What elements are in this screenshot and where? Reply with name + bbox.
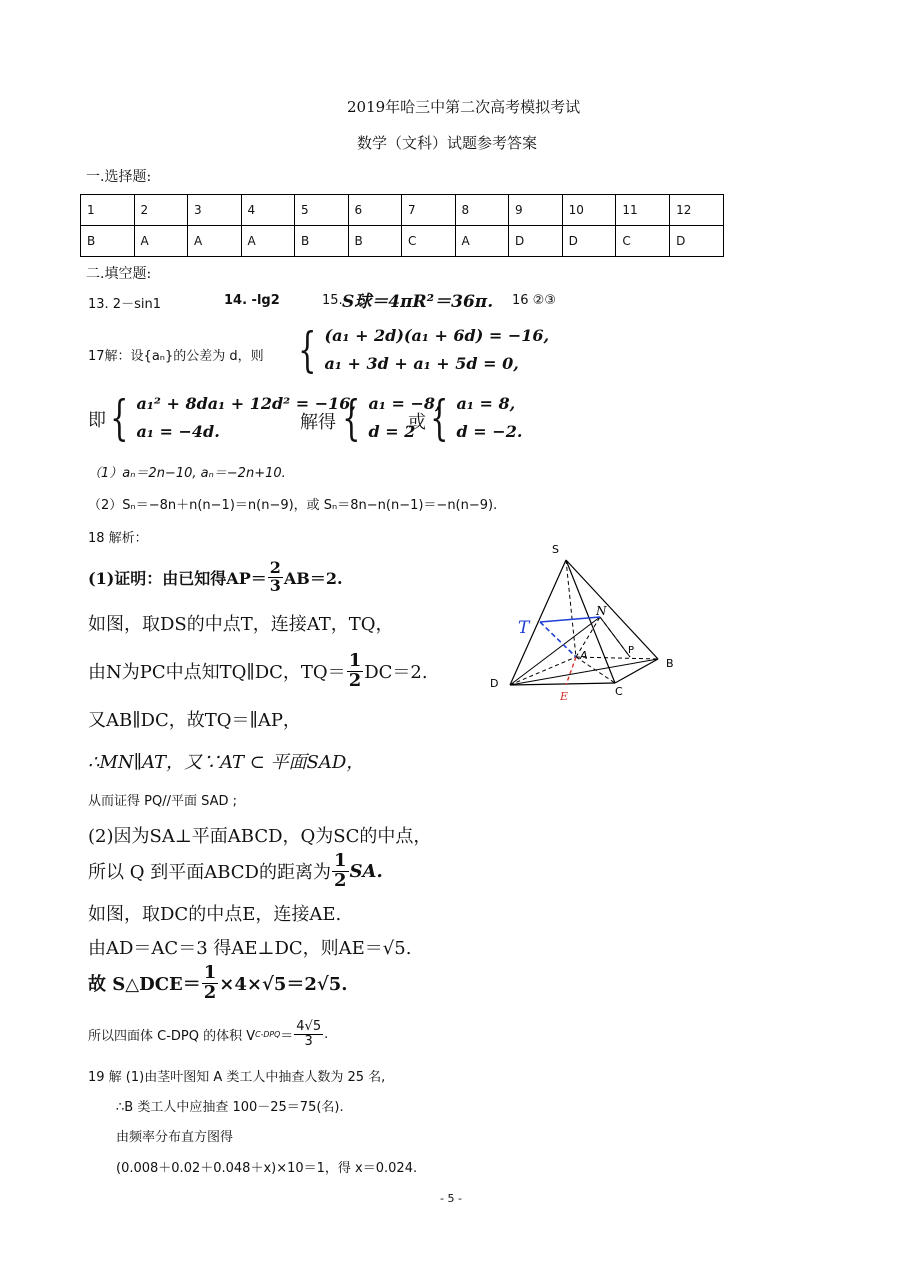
edge-da-hidden — [510, 657, 576, 685]
answer-number-cell: 12 — [670, 195, 724, 226]
fraction-numerator: 4√5 — [296, 1019, 322, 1034]
answer-number-cell: 5 — [295, 195, 349, 226]
q18-line-5: ∴MN∥AT，又∵AT ⊂ 平面SAD， — [88, 752, 365, 773]
q18-line-11 — [88, 964, 348, 1003]
section-choice-label: 一.选择题: — [86, 169, 152, 185]
q18-line-3-tail: DC＝2. — [364, 662, 428, 684]
answer-letter-cell: B — [81, 226, 135, 257]
label-d: D — [490, 677, 499, 690]
fraction-numerator: 1 — [333, 850, 347, 871]
fraction-denominator: 3 — [269, 575, 281, 595]
fraction-one-half — [202, 964, 219, 1003]
q17-ji: 即 — [88, 410, 106, 431]
q17-intro: 17解：设{aₙ}的公差为 d，则 — [88, 349, 264, 364]
fraction-numerator: 2 — [269, 558, 281, 577]
answer-letter-cell: A — [455, 226, 509, 257]
q18-line-12-tail: . — [324, 1026, 329, 1042]
answer-letter-cell: D — [509, 226, 563, 257]
q18-intro: 18 解析： — [88, 531, 148, 546]
q19-line-2: ∴B 类工人中应抽查 100－25＝75(名). — [116, 1100, 344, 1115]
fraction-volume — [294, 1020, 323, 1048]
answer-number-cell: 2 — [134, 195, 188, 226]
q18-line-12-text: 所以四面体 C-DPQ 的体积 V — [88, 1028, 256, 1044]
q19-line-3: 由频率分布直方图得 — [116, 1130, 234, 1145]
q17-system-2-line-1: a₁² + 8da₁ + 12d² = −16, — [136, 394, 356, 413]
q18-line-10: 由AD＝AC＝3 得AE⊥DC，则AE＝√5. — [88, 938, 412, 959]
q17-system-4: { a₁ = 8, d = −2. — [430, 390, 523, 446]
fraction-denominator: 2 — [333, 869, 347, 891]
label-a: A — [580, 649, 588, 662]
answer-14: 14. -lg2 — [224, 293, 280, 308]
answer-13: 13. 2－sin1 — [88, 297, 161, 312]
fraction-two-thirds — [268, 560, 283, 595]
answer-letter-cell: B — [295, 226, 349, 257]
answer-number-cell: 9 — [509, 195, 563, 226]
edge-ab-hidden — [576, 657, 658, 659]
answer-number-cell: 6 — [348, 195, 402, 226]
answer-letter-cell: C — [402, 226, 456, 257]
fraction-denominator: 2 — [348, 669, 362, 691]
doc-title: 2019年哈三中第二次高考模拟考试 — [347, 98, 581, 116]
label-c: C — [615, 685, 623, 698]
answer-letter-cell: D — [670, 226, 724, 257]
answer-16: 16 ②③ — [512, 293, 556, 308]
answer-15-expr: S球＝4πR²＝36π. — [342, 292, 494, 312]
edge-sb — [566, 560, 658, 659]
answer-15-number: 15. — [322, 293, 343, 308]
q18-line-1-text: (1)证明：由已知得AP＝ — [88, 568, 267, 588]
answer-number-cell: 3 — [188, 195, 242, 226]
label-b: B — [666, 657, 674, 670]
q18-line-12 — [88, 1020, 328, 1048]
section-fill-label: 二.填空题: — [86, 266, 152, 282]
q17-system-3-line-1: a₁ = −8, — [368, 394, 441, 413]
answer-table — [80, 194, 724, 257]
answer-letter-cell: C — [616, 226, 670, 257]
q17-system-3-line-2: d = 2 — [368, 422, 416, 441]
q18-line-3-text: 由N为PC中点知TQ∥DC，TQ＝ — [88, 662, 346, 684]
q18-line-8-tail: SA. — [349, 860, 383, 882]
q17-system-1: { (a₁ + 2d)(a₁ + 6d) = −16, a₁ + 3d + a₁ + 5d = 0, — [298, 322, 550, 378]
fraction-denominator: 3 — [304, 1033, 313, 1049]
q18-line-8 — [88, 852, 383, 891]
answer-number-row — [81, 195, 724, 226]
edge-dc — [510, 683, 615, 685]
label-e: E — [560, 690, 569, 703]
q17-system-2-line-2: a₁ = −4d. — [136, 422, 220, 441]
q18-line-1 — [88, 560, 343, 595]
q17-system-1-line-1: (a₁ + 2d)(a₁ + 6d) = −16, — [324, 326, 550, 345]
fraction-denominator: 2 — [203, 981, 217, 1003]
q19-line-4: (0.008＋0.02＋0.048＋x)×10＝1，得 x＝0.024. — [116, 1161, 418, 1176]
q18-line-2: 如图，取DS的中点T，连接AT，TQ， — [88, 614, 394, 635]
q17-part-1: （1）aₙ＝2n−10, aₙ＝−2n+10. — [88, 466, 286, 481]
label-s: S — [552, 543, 559, 556]
answer-letter-cell: D — [562, 226, 616, 257]
q17-jiede: 解得 — [300, 412, 336, 433]
volume-subscript: C-DPQ — [255, 1029, 281, 1039]
q17-huo: 或 — [408, 412, 426, 433]
q18-line-4: 又AB∥DC，故TQ＝∥AP， — [88, 710, 301, 731]
answer-number-cell: 8 — [455, 195, 509, 226]
fraction-one-half — [347, 652, 364, 691]
edge-sa-hidden — [566, 560, 576, 657]
answer-number-cell: 7 — [402, 195, 456, 226]
q17-system-4-line-2: d = −2. — [456, 422, 523, 441]
q17-part-2: （2）Sₙ＝−8n＋n(n−1)＝n(n−9)，或 Sₙ＝8n−n(n−1)＝−n(n−9). — [88, 498, 498, 513]
doc-subtitle: 数学（文科）试题参考答案 — [357, 134, 538, 152]
page-number: - 5 - — [440, 1192, 462, 1205]
q18-line-6: 从而证得 PQ//平面 SAD ; — [88, 794, 238, 809]
fraction-numerator: 1 — [348, 650, 362, 671]
q18-line-1-tail: AB＝2. — [283, 568, 343, 588]
q18-line-7: (2)因为SA⊥平面ABCD，Q为SC的中点， — [88, 826, 432, 847]
q17-system-2: { a₁² + 8da₁ + 12d² = −16, a₁ = −4d. — [110, 390, 356, 446]
label-p: P — [628, 645, 635, 656]
fraction-numerator: 1 — [203, 962, 217, 983]
answer-letter-row — [81, 226, 724, 257]
answer-letter-cell: B — [348, 226, 402, 257]
q18-line-11-tail: ×4×√5＝2√5. — [219, 974, 348, 996]
q17-system-3: { a₁ = −8, d = 2 — [342, 390, 441, 446]
pyramid-figure — [480, 535, 690, 715]
fraction-one-half — [332, 852, 349, 891]
label-t: T — [518, 618, 530, 638]
q18-line-11-text: 故 S△DCE＝ — [88, 974, 201, 996]
label-n: N — [596, 604, 607, 618]
q18-line-9: 如图，取DC的中点E，连接AE. — [88, 904, 342, 925]
answer-letter-cell: A — [241, 226, 295, 257]
answer-number-cell: 11 — [616, 195, 670, 226]
edge-np-hidden — [600, 617, 630, 657]
answer-number-cell: 4 — [241, 195, 295, 226]
q18-line-12-equals: ＝ — [280, 1028, 294, 1044]
answer-letter-cell: A — [134, 226, 188, 257]
q18-line-3 — [88, 652, 428, 691]
answer-letter-cell: A — [188, 226, 242, 257]
q17-system-1-line-2: a₁ + 3d + a₁ + 5d = 0, — [324, 354, 519, 373]
q19-line-1: 19 解 (1)由茎叶图知 A 类工人中抽查人数为 25 名, — [88, 1070, 386, 1085]
segment-ae — [566, 657, 576, 685]
answer-number-cell: 10 — [562, 195, 616, 226]
q18-line-8-text: 所以 Q 到平面ABCD的距离为 — [88, 862, 331, 884]
q17-system-4-line-1: a₁ = 8, — [456, 394, 516, 413]
answer-number-cell: 1 — [81, 195, 135, 226]
